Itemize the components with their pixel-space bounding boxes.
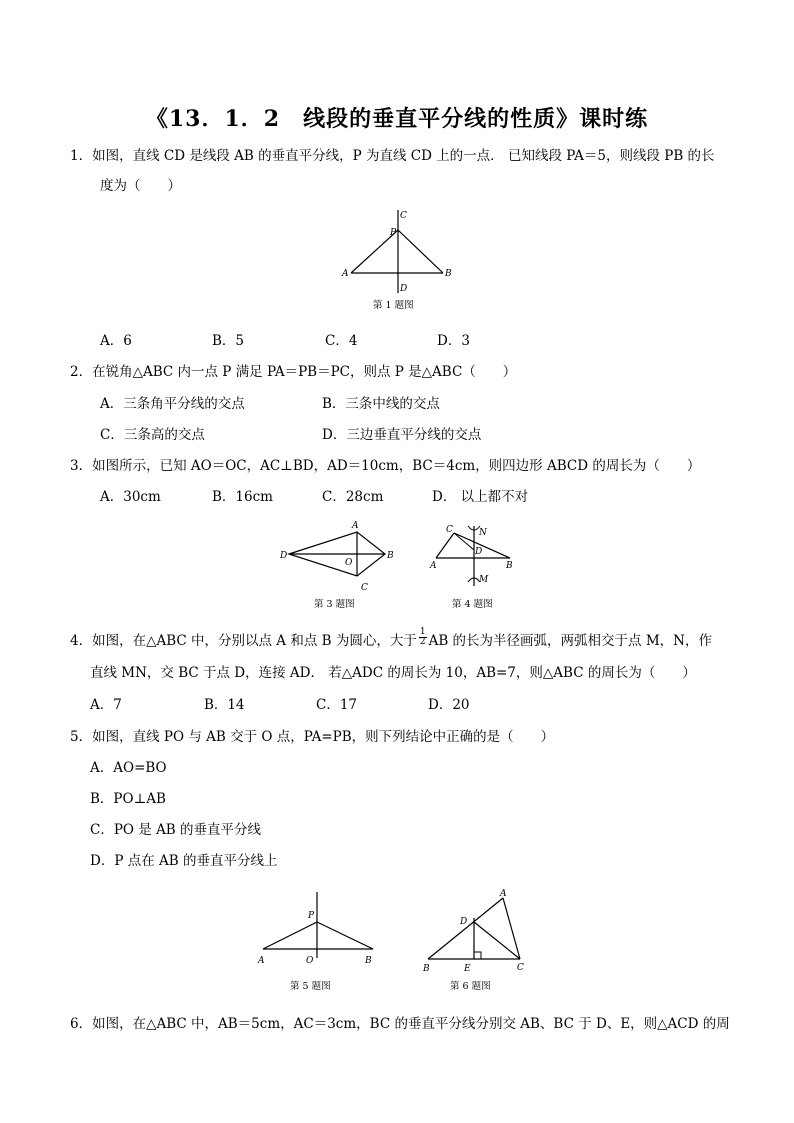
q5-figure [255, 888, 380, 973]
q5-figure-caption: 第 5 题图 [290, 981, 331, 992]
q4-segment-ca [436, 533, 454, 558]
q1-label-c: C [400, 211, 407, 221]
q6-right-angle-mark [474, 952, 481, 959]
q1-option-b: B．5 [212, 333, 245, 349]
q3-stem: 3．如图所示，已知 AO＝OC，AC⊥BD，AD＝10cm，BC＝4cm，则四边形 ABCD 的周长为（ ） [70, 458, 701, 474]
q5-label-o: O [306, 956, 314, 966]
q6-label-d: D [460, 917, 468, 927]
q2-stem: 2．在锐角△ABC 内一点 P 满足 PA＝PB＝PC，则点 P 是△ABC（ ） [70, 364, 517, 380]
q5-option-b: B．PO⊥AB [90, 791, 166, 807]
q3-label-a: A [352, 521, 359, 531]
q1-label-p: P [390, 228, 397, 238]
q5-label-p: P [308, 911, 315, 921]
q4-label-m: M [479, 575, 489, 585]
q6-stem: 6．如图，在△ABC 中，AB＝5cm，AC＝3cm，BC 的垂直平分线分别交 AB、BC 于 D、E，则△ACD 的周 [70, 1016, 730, 1032]
q4-fraction-numerator: 1 [419, 627, 426, 637]
q4-fraction [419, 628, 427, 647]
q1-label-d: D [400, 284, 408, 294]
q4-figure [428, 520, 523, 595]
q2-option-c: C．三条高的交点 [100, 427, 205, 443]
q3-figure-caption: 第 3 题图 [314, 599, 355, 610]
page-title: 《13．1．2 线段的垂直平分线的性质》课时练 [145, 106, 649, 132]
q4-stem-part1: 4．如图，在△ABC 中，分别以点 A 和点 B 为圆心，大于 [70, 633, 417, 649]
q1-stem-line1: 1．如图，直线 CD 是线段 AB 的垂直平分线，P 为直线 CD 上的一点． 已知线段 PA＝5，则线段 PB 的长 [70, 148, 715, 164]
q4-option-b: B．14 [204, 697, 245, 713]
q4-stem-part2: AB 的长为半径画弧，两弧相交于点 M，N，作 [428, 633, 712, 649]
q3-option-d: D． 以上都不对 [432, 489, 529, 505]
q5-segment-pa [263, 922, 317, 949]
q4-option-d: D．20 [428, 697, 470, 713]
q4-option-c: C．17 [316, 697, 358, 713]
q5-segment-pb [317, 922, 373, 949]
q6-figure-caption: 第 6 题图 [450, 981, 491, 992]
q3-option-a: A．30cm [100, 489, 161, 505]
q4-label-b: B [506, 561, 513, 571]
q1-label-b: B [445, 269, 452, 279]
q5-label-a: A [258, 956, 265, 966]
q4-label-d: D [475, 547, 483, 557]
q4-figure-caption: 第 4 题图 [452, 599, 493, 610]
q6-label-b: B [423, 964, 430, 974]
q6-segment-ac [503, 898, 520, 959]
q1-figure-caption: 第 1 题图 [373, 300, 414, 311]
q2-option-b: B．三条中线的交点 [322, 396, 440, 412]
q4-label-c: C [446, 525, 453, 535]
q1-option-a: A．6 [100, 333, 132, 349]
q5-option-c: C．PO 是 AB 的垂直平分线 [90, 822, 262, 838]
q4-label-a: A [430, 561, 437, 571]
q3-figure [275, 518, 405, 598]
q2-option-d: D．三边垂直平分线的交点 [322, 427, 482, 443]
q4-stem-line1 [70, 627, 712, 651]
q4-option-a: A．7 [90, 697, 122, 713]
q6-label-e: E [464, 964, 471, 974]
q1-label-a: A [342, 269, 349, 279]
q3-label-o: O [345, 558, 353, 568]
q1-figure [335, 205, 460, 310]
q3-option-b: B．16cm [212, 489, 273, 505]
q3-label-d: D [280, 551, 288, 561]
q1-option-d: D．3 [437, 333, 470, 349]
q4-segment-ad [454, 533, 474, 550]
q1-option-c: C．4 [325, 333, 358, 349]
q4-fraction-denominator: 2 [419, 637, 426, 647]
q3-label-b: B [387, 551, 394, 561]
q1-segment-pb [398, 230, 443, 273]
q6-label-c: C [517, 963, 524, 973]
q5-label-b: B [365, 956, 372, 966]
q2-option-a: A．三条角平分线的交点 [100, 396, 245, 412]
q3-option-c: C．28cm [322, 489, 384, 505]
q5-option-d: D．P 点在 AB 的垂直平分线上 [90, 853, 278, 869]
q6-segment-ba [428, 898, 503, 959]
q6-label-a: A [500, 889, 507, 899]
q6-figure [420, 886, 535, 976]
q3-label-c: C [361, 583, 368, 593]
q1-stem-line2: 度为（ ） [100, 178, 181, 194]
q5-stem: 5．如图，直线 PO 与 AB 交于 O 点，PA=PB，则下列结论中正确的是（ ） [70, 729, 555, 745]
q5-option-a: A．AO=BO [90, 760, 167, 776]
q4-stem-line2: 直线 MN，交 BC 于点 D，连接 AD． 若△ADC 的周长为 10，AB=7，则△ABC 的周长为（ ） [90, 665, 696, 681]
q4-label-n: N [479, 528, 487, 538]
